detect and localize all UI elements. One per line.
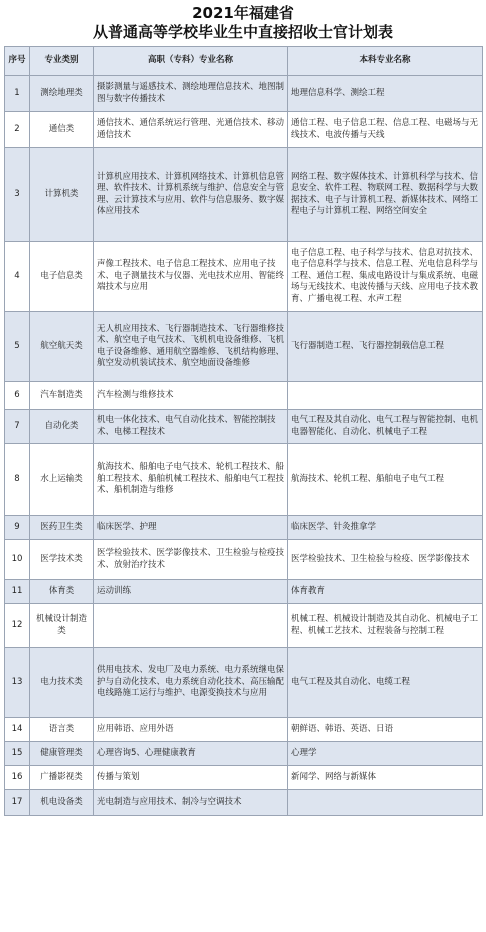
cell-vocational-majors: 心理咨询5、心理健康教育 xyxy=(94,742,288,766)
cell-vocational-majors: 摄影测量与遥感技术、测绘地理信息技术、地图制图与数字传播技术 xyxy=(94,76,288,112)
cell-bachelor-majors: 网络工程、数字媒体技术、计算机科学与技术、信息安全、软件工程、物联网工程、数据科学与大数据技术、电子与计算机工程、新媒体技术、网络工程电子与计算机工程、网络空间安全 xyxy=(288,148,483,242)
cell-vocational-majors xyxy=(94,604,288,648)
table-row xyxy=(5,742,483,766)
table-row xyxy=(5,540,483,580)
cell-number: 3 xyxy=(5,148,30,242)
cell-category: 汽车制造类 xyxy=(30,382,94,410)
cell-vocational-majors: 计算机应用技术、计算机网络技术、计算机信息管理、软件技术、计算机系统与维护、信息安全与管理、云计算技术与应用、软件与信息服务、数字媒体应用技术 xyxy=(94,148,288,242)
cell-number: 1 xyxy=(5,76,30,112)
table-row xyxy=(5,516,483,540)
cell-vocational-majors: 运动训练 xyxy=(94,580,288,604)
table-row xyxy=(5,76,483,112)
table-row xyxy=(5,444,483,516)
cell-number: 12 xyxy=(5,604,30,648)
cell-vocational-majors: 应用韩语、应用外语 xyxy=(94,718,288,742)
table-row xyxy=(5,718,483,742)
cell-number: 5 xyxy=(5,312,30,382)
cell-vocational-majors: 航海技术、船舶电子电气技术、轮机工程技术、船舶工程技术、船舶机械工程技术、船舶电气工程技术、船机制造与维修 xyxy=(94,444,288,516)
cell-vocational-majors: 临床医学、护理 xyxy=(94,516,288,540)
cell-category: 机电设备类 xyxy=(30,790,94,816)
cell-bachelor-majors: 朝鲜语、韩语、英语、日语 xyxy=(288,718,483,742)
cell-vocational-majors: 机电一体化技术、电气自动化技术、智能控制技术、电梯工程技术 xyxy=(94,410,288,444)
table-row xyxy=(5,580,483,604)
cell-category: 水上运输类 xyxy=(30,444,94,516)
table-title xyxy=(0,0,486,46)
cell-number: 15 xyxy=(5,742,30,766)
cell-number: 17 xyxy=(5,790,30,816)
table-row xyxy=(5,790,483,816)
header-category: 专业类别 xyxy=(30,47,94,76)
cell-number: 13 xyxy=(5,648,30,718)
recruitment-plan-table xyxy=(4,46,483,816)
cell-category: 测绘地理类 xyxy=(30,76,94,112)
cell-vocational-majors: 通信技术、通信系统运行管理、光通信技术、移动通信技术 xyxy=(94,112,288,148)
cell-bachelor-majors xyxy=(288,790,483,816)
table-row xyxy=(5,382,483,410)
cell-bachelor-majors: 新闻学、网络与新媒体 xyxy=(288,766,483,790)
table-header-row xyxy=(5,47,483,76)
cell-category: 广播影视类 xyxy=(30,766,94,790)
table-row xyxy=(5,242,483,312)
cell-number: 16 xyxy=(5,766,30,790)
cell-bachelor-majors: 通信工程、电子信息工程、信息工程、电磁场与无线技术、电波传播与天线 xyxy=(288,112,483,148)
cell-bachelor-majors: 飞行器制造工程、飞行器控制载信息工程 xyxy=(288,312,483,382)
cell-category: 机械设计制造类 xyxy=(30,604,94,648)
table-row xyxy=(5,648,483,718)
cell-category: 通信类 xyxy=(30,112,94,148)
cell-category: 医药卫生类 xyxy=(30,516,94,540)
table-row xyxy=(5,410,483,444)
cell-category: 电力技术类 xyxy=(30,648,94,718)
cell-vocational-majors: 光电制造与应用技术、制冷与空调技术 xyxy=(94,790,288,816)
cell-category: 体育类 xyxy=(30,580,94,604)
cell-number: 10 xyxy=(5,540,30,580)
cell-number: 7 xyxy=(5,410,30,444)
header-no: 序号 xyxy=(5,47,30,76)
cell-number: 8 xyxy=(5,444,30,516)
cell-category: 电子信息类 xyxy=(30,242,94,312)
table-row xyxy=(5,312,483,382)
table-row xyxy=(5,604,483,648)
cell-vocational-majors: 传播与策划 xyxy=(94,766,288,790)
cell-bachelor-majors: 航海技术、轮机工程、船舶电子电气工程 xyxy=(288,444,483,516)
cell-bachelor-majors: 电气工程及其自动化、电缆工程 xyxy=(288,648,483,718)
cell-bachelor-majors: 电子信息工程、电子科学与技术、信息对抗技术、电子信息科学与技术、信息工程、光电信息科学与工程、通信工程、集成电路设计与集成系统、电磁场与无线技术、电波传播与天线、应用电子技术教育、广播电视工程、水声工程 xyxy=(288,242,483,312)
cell-bachelor-majors: 机械工程、机械设计制造及其自动化、机械电子工程、机械工艺技术、过程装备与控制工程 xyxy=(288,604,483,648)
cell-number: 6 xyxy=(5,382,30,410)
cell-category: 医学技术类 xyxy=(30,540,94,580)
cell-category: 语言类 xyxy=(30,718,94,742)
cell-category: 计算机类 xyxy=(30,148,94,242)
cell-vocational-majors: 供用电技术、发电厂及电力系统、电力系统继电保护与自动化技术、电力系统自动化技术、高压输配电线路施工运行与维护、电源变换技术与应用 xyxy=(94,648,288,718)
cell-number: 11 xyxy=(5,580,30,604)
cell-bachelor-majors xyxy=(288,382,483,410)
cell-number: 4 xyxy=(5,242,30,312)
table-row xyxy=(5,112,483,148)
title-line-1: 2021年福建省 xyxy=(192,4,294,22)
cell-bachelor-majors: 心理学 xyxy=(288,742,483,766)
cell-bachelor-majors: 电气工程及其自动化、电气工程与智能控制、电机电器智能化、自动化、机械电子工程 xyxy=(288,410,483,444)
cell-bachelor-majors: 医学检验技术、卫生检验与检疫、医学影像技术 xyxy=(288,540,483,580)
cell-category: 自动化类 xyxy=(30,410,94,444)
cell-number: 9 xyxy=(5,516,30,540)
title-line-2: 从普通高等学校毕业生中直接招收士官计划表 xyxy=(92,23,393,41)
cell-number: 2 xyxy=(5,112,30,148)
header-bachelor: 本科专业名称 xyxy=(288,47,483,76)
cell-category: 航空航天类 xyxy=(30,312,94,382)
cell-vocational-majors: 汽车检测与维修技术 xyxy=(94,382,288,410)
cell-vocational-majors: 声像工程技术、电子信息工程技术、应用电子技术、电子测量技术与仪器、光电技术应用、智能终端技术与应用 xyxy=(94,242,288,312)
table-body xyxy=(5,76,483,816)
cell-category: 健康管理类 xyxy=(30,742,94,766)
cell-bachelor-majors: 地理信息科学、测绘工程 xyxy=(288,76,483,112)
table-row xyxy=(5,766,483,790)
cell-number: 14 xyxy=(5,718,30,742)
header-vocational: 高职（专科）专业名称 xyxy=(94,47,288,76)
cell-bachelor-majors: 临床医学、针灸推拿学 xyxy=(288,516,483,540)
cell-vocational-majors: 医学检验技术、医学影像技术、卫生检验与检疫技术、放射治疗技术 xyxy=(94,540,288,580)
table-row xyxy=(5,148,483,242)
cell-vocational-majors: 无人机应用技术、飞行器制造技术、飞行器维修技术、航空电子电气技术、飞机机电设备维修、飞机电子设备维修、通用航空器维修、飞机结构修理、航空发动机装试技术、航空地面设备维修 xyxy=(94,312,288,382)
cell-bachelor-majors: 体育教育 xyxy=(288,580,483,604)
